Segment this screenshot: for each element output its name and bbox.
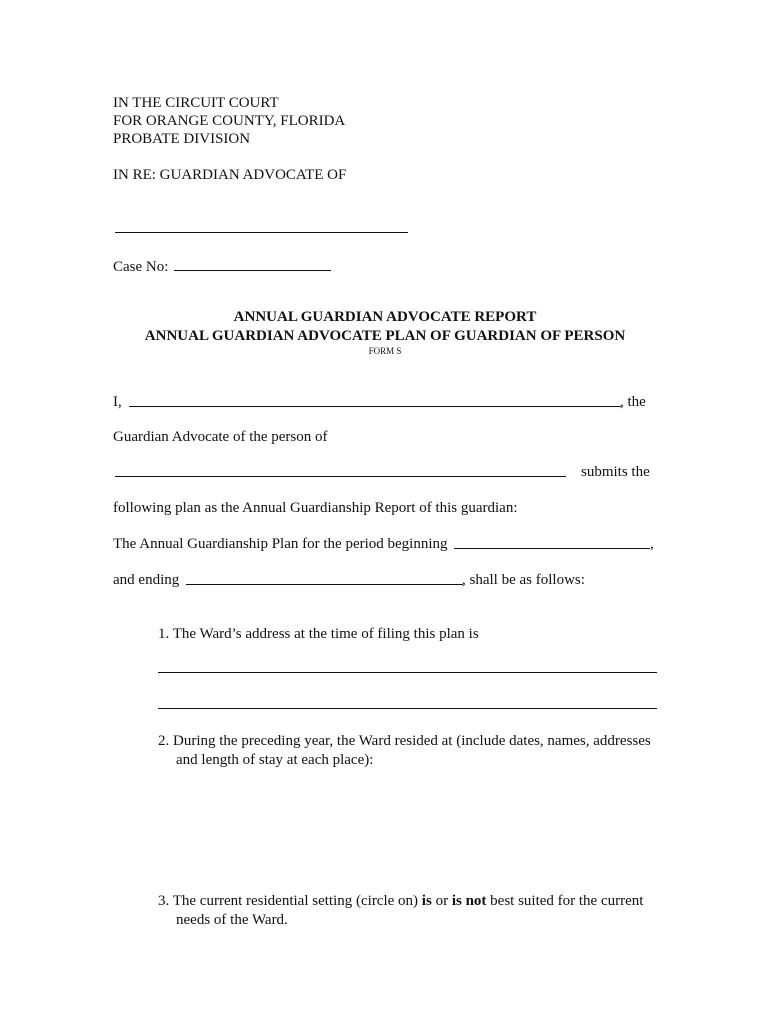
report-title: ANNUAL GUARDIAN ADVOCATE REPORT [233,309,537,325]
form-number: FORM S [368,346,402,356]
period-beginning-blank[interactable] [454,548,650,549]
case-no-label: Case No: [113,259,169,275]
option-is-not[interactable]: is not [451,893,487,909]
item-3-line-2: needs of the Ward. [176,912,288,928]
court-line-1: IN THE CIRCUIT COURT [113,95,279,111]
court-line-2: FOR ORANGE COUNTY, FLORIDA [113,113,346,129]
item-2-line-2: and length of stay at each place): [176,752,374,768]
shall-be-text: , shall be as follows: [462,572,585,588]
item-3-pre: 3. The current residential setting (circle on) [158,893,419,909]
period-comma: , [650,536,654,552]
item-3-line-1 [158,892,643,910]
i-prefix: I, [113,394,122,410]
court-line-3: PROBATE DIVISION [113,131,251,147]
ward-person-blank[interactable] [115,476,566,477]
ward-name-blank[interactable] [115,232,408,233]
the-suffix: , the [620,394,646,410]
option-is[interactable]: is [421,893,432,909]
item-2-line-1: 2. During the preceding year, the Ward resided at (include dates, names, addresses [158,733,651,749]
and-ending-label: and ending [113,572,180,588]
guardian-name-blank[interactable] [129,406,621,407]
guardian-of-label: Guardian Advocate of the person of [113,429,328,445]
ward-address-blank-1[interactable] [158,672,657,673]
plan-title: ANNUAL GUARDIAN ADVOCATE PLAN OF GUARDIAN OF PERSON [144,328,626,344]
submits-label: submits the [581,464,650,480]
period-beginning-label: The Annual Guardianship Plan for the period beginning [113,536,448,552]
ward-address-blank-2[interactable] [158,708,657,709]
following-plan-text: following plan as the Annual Guardianship Report of this guardian: [113,500,518,516]
item-3-or: or [435,893,449,909]
item-3-post: best suited for the current [490,893,644,909]
in-re-label: IN RE: GUARDIAN ADVOCATE OF [113,167,347,183]
item-1-text: 1. The Ward’s address at the time of filing this plan is [158,626,479,642]
period-ending-blank[interactable] [186,584,463,585]
case-no-blank[interactable] [174,270,331,271]
